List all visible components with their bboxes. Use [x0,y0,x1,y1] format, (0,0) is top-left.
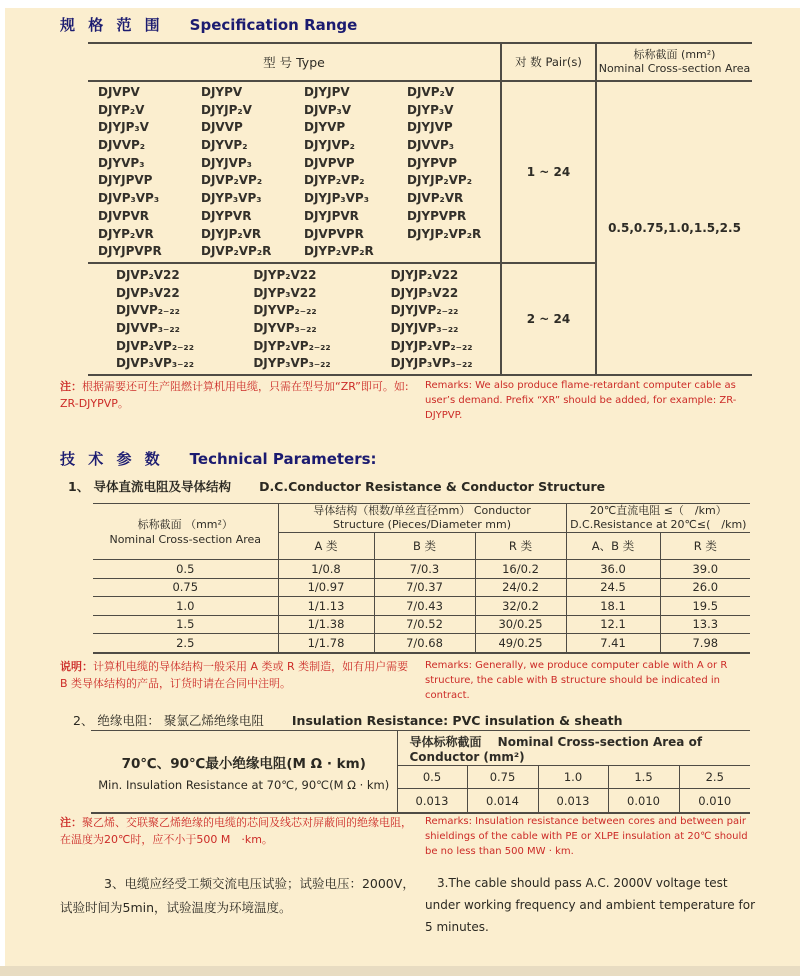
note-text-en: Remarks: We also produce flame-retardant computer cable as user’s demand. Prefix “XR” should be added, for example: ZR-DJYPVP. [425,380,737,421]
type-code: DJYJPVPR [98,244,162,259]
t2-left-line1: 70℃、90℃最小绝缘电阻(M Ω · km) [121,755,366,772]
type-code: DJYP₂V22 [253,268,317,282]
t1-cell: 1.5 [93,615,278,634]
t1-data-row [93,578,750,597]
note-text-zh: 计算机电缆的导体结构一般采用 A 类或 R 类制造，如有用户需要 B 类导体结构的产品，订货时请在合同中注明。 [60,660,409,690]
item1-heading [68,477,605,495]
t1-structure-line1: 导体结构（根数/单丝直径mm） Conductor [313,504,531,517]
type-code: DJYJPVR [304,208,359,223]
type-code: DJYJVP₂₋₂₂ [390,303,459,318]
t2-left-cell [91,731,397,814]
item1-heading-zh: 1、 导体直流电阻及导体结构 [68,479,232,494]
t2-note-zh [60,814,412,859]
type-code: DJYJP₂VP₂R [407,226,482,241]
type-code: DJVP₂VP₂₋₂₂ [116,338,194,353]
col-header-pairs: 对 数 Pair(s) [501,43,596,81]
type-code: DJYJP₂V [201,102,252,117]
group1-types-cell [88,81,501,263]
t1-header-row1 [93,504,750,533]
t2-left-line2: Min. Insulation Resistance at 70℃, 90℃(M Ω · km) [98,777,390,792]
type-code: DJYP₃VP₃₋₂₂ [253,356,331,371]
item3 [60,872,765,938]
t1-cell: 7/0.68 [374,634,475,653]
group2-types-cell [88,263,501,375]
t2-value: 0.014 [467,789,538,814]
spec-note-en [425,378,761,423]
type-code: DJYJP₃VP₃ [304,191,369,206]
type-code: DJVVP₃₋₂₂ [116,321,180,336]
t1-sub-b: B 类 [374,533,475,560]
t1-resistance-line1: 20℃直流电阻 ≤（ /km） [589,504,727,517]
t1-data-row [93,560,750,579]
t2-size: 0.75 [467,766,538,789]
note-text-zh: 聚乙烯、交联聚乙烯绝缘的电缆的芯间及线芯对屏蔽间的绝缘电阻，在温度为20℃时，应不小于500 M ·km。 [60,816,412,846]
t1-note [60,658,761,703]
type-code: DJYPVPR [407,208,467,223]
t1-cell: 1.0 [93,597,278,616]
type-code: DJYP₃VP₃ [201,191,262,206]
t2-size: 2.5 [679,766,750,789]
t2-note-en [425,814,761,859]
col-header-nominal [596,43,752,81]
item2-heading [73,711,623,729]
t1-structure-group-header [278,504,566,533]
conductor-resistance-table [93,503,750,654]
type-code: DJYP₂VP₂ [304,173,365,188]
note-label: 注： [60,380,82,393]
type-code: DJVPVP [304,155,355,170]
t2-note [60,814,761,859]
item3-zh-col [60,872,420,938]
group1-pairs-cell: 1 ~ 24 [501,81,596,263]
col-header-type: 型 号 Type [88,43,501,81]
t1-cell: 49/0.25 [475,634,566,653]
spec-table-header-row [88,43,752,81]
insulation-resistance-table [91,730,750,814]
tech-title-en: Technical Parameters: [189,450,377,468]
t1-cell: 7.41 [566,634,660,653]
type-code: DJVVP [201,120,243,135]
t2-wrap [91,730,750,814]
type-code: DJVP₃V22 [116,285,180,300]
type-code: DJYJP₂VR [201,226,262,241]
tech-title-zh: 技 术 参 数 [60,450,164,468]
item1-heading-en: D.C.Conductor Resistance & Conductor Structure [259,479,606,494]
type-code: DJYVP₃₋₂₂ [253,321,317,336]
type-code: DJVP₃VP₃ [98,191,160,206]
t1-cell: 36.0 [566,560,660,579]
t2-value: 0.010 [608,789,679,814]
type-code: DJYJP₂V22 [390,268,459,282]
t1-col1-line1: 标称截面 （mm²） [137,517,233,531]
t2-value: 0.013 [538,789,608,814]
t1-sub-r: R 类 [475,533,566,560]
t1-cell: 19.5 [660,597,750,616]
t1-cell: 24/0.2 [475,578,566,597]
paper-background [5,8,800,976]
type-code: DJVPVR [98,208,150,223]
type-code: DJVPVPR [304,226,364,241]
t1-resistance-line2: D.C.Resistance at 20℃≤( /km) [570,518,747,531]
type-code: DJYVP₂₋₂₂ [253,303,317,318]
item2-heading-en: Insulation Resistance: PVC insulation & sheath [291,713,623,728]
t2-size: 1.0 [538,766,608,789]
t1-resistance-group-header [566,504,750,533]
type-code: DJYP₂VP₂₋₂₂ [253,338,331,353]
type-code: DJYJP₂VP₂₋₂₂ [390,338,473,353]
type-code: DJYJVP₂ [304,138,355,153]
t2-header-row [91,731,750,766]
t2-size: 1.5 [608,766,679,789]
type-code: DJYPV [201,85,243,99]
item3-text-en: 3.The cable should pass A.C. 2000V voltage test under working frequency and ambient temperature for 5 minutes. [425,876,756,934]
t1-data-row [93,597,750,616]
t1-cell: 7/0.43 [374,597,475,616]
type-code [397,243,500,261]
t1-cell: 13.3 [660,615,750,634]
note-label: 说明： [60,660,93,673]
group1-type-grid [88,82,500,261]
type-code: DJYVP₃ [98,155,145,170]
t2-value: 0.013 [397,789,467,814]
type-code: DJVP₂VP₂R [201,244,272,259]
t1-cell: 7.98 [660,634,750,653]
t1-note-en [425,658,761,703]
t2-value: 0.010 [679,789,750,814]
t1-cell: 24.5 [566,578,660,597]
spec-note-zh [60,378,412,423]
t1-cell: 16/0.2 [475,560,566,579]
type-code: DJYP₂VR [98,226,154,241]
type-code: DJVP₂V22 [116,268,180,282]
t1-cell: 1/1.38 [278,615,374,634]
t1-data-row [93,615,750,634]
t1-cell: 7/0.37 [374,578,475,597]
type-code: DJVVP₂ [98,138,146,153]
t1-col1-line2: Nominal Cross-section Area [109,532,262,546]
t1-cell: 1/1.13 [278,597,374,616]
t1-cell: 0.5 [93,560,278,579]
type-code: DJYVP [304,120,346,135]
type-code: DJYP₂V [98,102,145,117]
type-code: DJYJP₃VP₃₋₂₂ [390,356,473,371]
type-code: DJYJP₂VP₂ [407,173,472,188]
type-code: DJVP₂VR [407,191,464,206]
spec-table-wrap [88,42,752,376]
type-code: DJVVP₂₋₂₂ [116,303,180,318]
type-code: DJYJPVP [98,173,153,188]
spec-group1-row [88,81,752,263]
type-code: DJVP₃V [304,102,352,117]
t1-note-zh [60,658,412,703]
type-code: DJYJVP₃₋₂₂ [390,321,459,336]
t1-cell: 0.75 [93,578,278,597]
t1-sub-a: A 类 [278,533,374,560]
type-code: DJYJVP₃ [201,155,252,170]
item3-text-zh: 3、电缆应经受工频交流电压试验；试验电压：2000V，试验时间为5min，试验温度为环境温度。 [60,876,415,915]
type-code: DJYP₃V22 [253,285,317,300]
type-code: DJYPVR [201,208,252,223]
t1-cell: 2.5 [93,634,278,653]
col-header-nominal-line1: 标称截面 (mm²) [633,48,716,61]
t1-data-row [93,634,750,653]
t1-cell: 7/0.3 [374,560,475,579]
t2-right-header: 导体标称截面 Nominal Cross-section Area of Conductor (mm²) [397,731,750,766]
type-code: DJYJP₃V22 [390,285,459,300]
t1-cell: 39.0 [660,560,750,579]
note-text-zh: 根据需要还可生产阻燃计算机用电缆，只需在型号加“ZR”即可。如: ZR-DJYPVP。 [60,380,409,410]
type-code: DJVPV [98,85,140,99]
type-code: DJVP₂VP₂ [201,173,263,188]
type-code: DJVVP₃ [407,138,455,153]
spec-table [88,42,752,376]
t1-cell: 12.1 [566,615,660,634]
type-code: DJYJP₃V [98,120,149,135]
spec-title-zh: 规 格 范 围 [60,16,164,34]
col-header-nominal-line2: Nominal Cross-section Area [598,62,751,75]
item2-heading-zh: 2、 绝缘电阻： 聚氯乙烯绝缘电阻 [73,713,264,728]
type-code: DJYJVP [407,120,453,135]
spec-title-en: Specification Range [189,16,358,34]
t1-cell: 26.0 [660,578,750,597]
tech-section-title [60,448,377,469]
t1-col1-header [93,504,278,560]
t1-wrap [93,503,750,654]
t1-cell: 7/0.52 [374,615,475,634]
t1-cell: 30/0.25 [475,615,566,634]
page-bottom-edge [0,966,800,976]
nominal-value-cell: 0.5,0.75,1.0,1.5,2.5 [596,81,752,375]
t1-cell: 32/0.2 [475,597,566,616]
t1-cell: 18.1 [566,597,660,616]
group2-pairs-cell: 2 ~ 24 [501,263,596,375]
type-code: DJYP₂VP₂R [304,244,374,259]
type-code: DJYJPV [304,85,350,99]
t1-cell: 1/1.78 [278,634,374,653]
type-code: DJYVP₂ [201,138,248,153]
spec-note [60,378,761,423]
group2-type-grid [88,264,500,373]
t2-size: 0.5 [397,766,467,789]
t1-structure-line2: Structure (Pieces/Diameter mm) [333,518,511,531]
note-text-en: Remarks: Insulation resistance between cores and between pair shieldings of the cable with PE or XLPE insulation at 20℃ should be no less than 500 MW · km. [425,816,748,857]
spec-section-title [60,14,357,35]
t1-sub-r2: R 类 [660,533,750,560]
note-text-en: Remarks: Generally, we produce computer cable with A or R structure, the cable with B structure should be indicated in contract. [425,660,728,701]
note-label: 注： [60,816,82,829]
t1-sub-ab: A、B 类 [566,533,660,560]
item3-en-col [425,872,765,938]
t1-cell: 1/0.97 [278,578,374,597]
type-code: DJYP₃V [407,102,454,117]
t1-cell: 1/0.8 [278,560,374,579]
type-code: DJVP₂V [407,85,455,99]
type-code: DJVP₃VP₃₋₂₂ [116,356,194,371]
type-code: DJYPVP [407,155,457,170]
